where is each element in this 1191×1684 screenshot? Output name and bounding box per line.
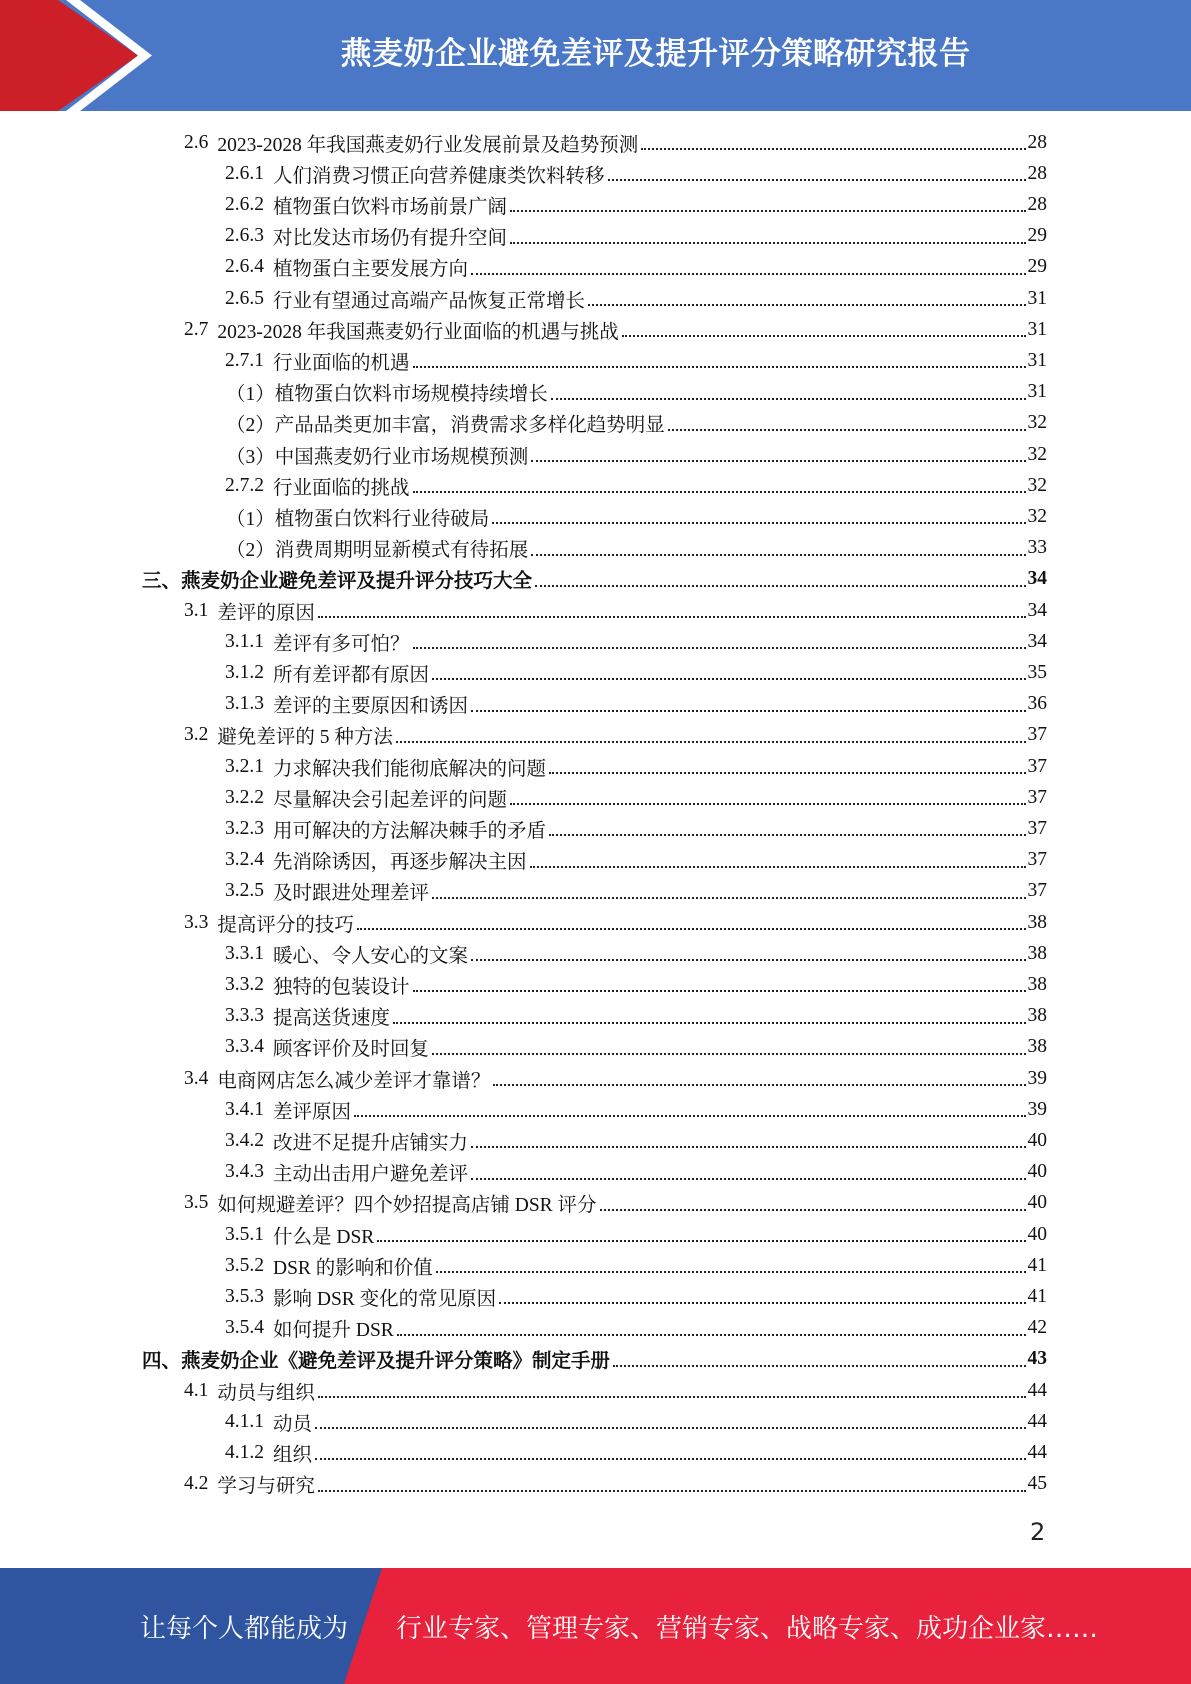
toc-entry[interactable] [225, 626, 1047, 657]
toc-entry-label: 消费周期明显新模式有待拓展 [274, 540, 529, 562]
toc-dot-leader [315, 1458, 1025, 1460]
toc-entry-page: 35 [1027, 661, 1047, 683]
toc-entry-page: 41 [1027, 1285, 1047, 1307]
toc-entry-label: 中国燕麦奶行业市场规模预测 [274, 446, 529, 468]
toc-entry[interactable] [225, 1313, 1047, 1344]
toc-entry-number: 4.1 [184, 1379, 209, 1401]
toc-entry-label: 燕麦奶企业避免差评及提升评分技巧大全 [181, 571, 533, 593]
toc-entry[interactable] [225, 1250, 1047, 1281]
page-number: 2 [1030, 1518, 1046, 1546]
toc-entry-label: 人们消费习惯正向营养健康类饮料转移 [273, 165, 605, 187]
toc-entry[interactable] [225, 1219, 1047, 1250]
toc-entry[interactable] [184, 595, 1047, 626]
toc-entry-page: 34 [1027, 630, 1047, 652]
toc-entry-number: 3.3.1 [225, 942, 264, 964]
toc-entry[interactable] [225, 969, 1047, 1000]
toc-dot-leader [471, 273, 1025, 275]
toc-entry-number: 4.1.1 [225, 1410, 264, 1432]
toc-dot-leader [413, 366, 1026, 368]
toc-entry-number: 2.6.2 [225, 193, 264, 215]
toc-entry[interactable] [225, 189, 1047, 220]
toc-entry[interactable] [225, 876, 1047, 907]
toc-entry[interactable] [184, 1188, 1047, 1219]
toc-entry-number: 3.1.2 [225, 661, 264, 683]
footer-slogan-left: 让每个人都能成为 [140, 1613, 349, 1644]
toc-entry-page: 41 [1027, 1254, 1047, 1276]
toc-entry-number: 3.3.2 [225, 973, 264, 995]
toc-entry[interactable] [226, 439, 1047, 470]
toc-entry-label: 植物蛋白饮料市场前景广阔 [273, 196, 508, 218]
toc-entry-page: 37 [1027, 786, 1047, 808]
toc-dot-leader [622, 335, 1026, 337]
toc-entry-number: 3.1.3 [225, 693, 264, 715]
toc-entry-label: 及时跟进处理差评 [273, 883, 430, 905]
toc-entry-number: （2） [226, 540, 275, 562]
toc-entry[interactable] [225, 252, 1047, 283]
toc-dot-leader [413, 491, 1026, 493]
toc-entry[interactable] [225, 1406, 1047, 1437]
toc-entry-label: 植物蛋白主要发展方向 [273, 259, 469, 281]
toc-dot-leader [393, 1022, 1025, 1024]
toc-entry-page: 34 [1027, 599, 1047, 621]
toc-entry[interactable] [225, 689, 1047, 720]
toc-entry-number: 2.6 [184, 131, 209, 153]
toc-dot-leader [471, 959, 1025, 961]
toc-entry-number: 4.1.2 [225, 1441, 264, 1463]
toc-entry-page: 39 [1027, 1067, 1047, 1089]
toc-entry-number: 3.2.3 [225, 817, 264, 839]
toc-entry-number: （3） [226, 446, 275, 468]
toc-dot-leader [551, 398, 1026, 400]
toc-entry-label: 暖心、令人安心的文案 [273, 945, 469, 967]
toc-dot-leader [530, 866, 1026, 868]
toc-entry[interactable] [225, 751, 1047, 782]
toc-entry-page: 45 [1027, 1473, 1047, 1495]
toc-entry-page: 37 [1027, 849, 1047, 871]
toc-entry-label: 电商网店怎么减少差评才靠谱？ [217, 1070, 491, 1092]
toc-entry-number: 3.3 [184, 911, 209, 933]
toc-entry-page: 40 [1027, 1192, 1047, 1214]
toc-entry-number: 3.4.1 [225, 1098, 264, 1120]
toc-entry[interactable] [226, 408, 1047, 439]
toc-entry[interactable] [184, 127, 1047, 158]
toc-entry-number: 2.6.4 [225, 256, 264, 278]
toc-entry[interactable] [225, 158, 1047, 189]
footer-slogan-right: 行业专家、管理专家、营销专家、战略专家、成功企业家…… [396, 1613, 1099, 1644]
toc-entry-label: 改进不足提升店铺实力 [273, 1132, 469, 1154]
toc-entry-label: 行业面临的机遇 [273, 352, 410, 374]
toc-entry-number: 四、 [142, 1351, 182, 1373]
toc-entry-number: 3.3.3 [225, 1005, 264, 1027]
toc-entry[interactable] [225, 470, 1047, 501]
toc-entry-label: 力求解决我们能彻底解决的问题 [273, 758, 547, 780]
toc-entry-number: 3.5.3 [225, 1285, 264, 1307]
toc-entry-page: 40 [1027, 1223, 1047, 1245]
toc-entry-label: 提高送货速度 [273, 1008, 391, 1030]
toc-entry-number: 2.6.3 [225, 225, 264, 247]
red-chevron-icon [0, 0, 160, 111]
toc-entry-number: 2.7 [184, 318, 209, 340]
toc-entry[interactable] [142, 1344, 1047, 1375]
toc-entry-number: 2.7.1 [225, 349, 264, 371]
toc-dot-leader [413, 647, 1026, 649]
toc-entry-number: 3.5.1 [225, 1223, 264, 1245]
toc-dot-leader [377, 1240, 1025, 1242]
toc-entry-label: 差评的原因 [217, 602, 315, 624]
toc-entry[interactable] [225, 283, 1047, 314]
toc-entry-label: 植物蛋白饮料行业待破局 [274, 508, 490, 530]
toc-entry-number: （1） [226, 384, 275, 406]
toc-dot-leader [492, 522, 1025, 524]
toc-entry-page: 38 [1027, 1005, 1047, 1027]
toc-dot-leader [641, 148, 1025, 150]
toc-entry-page: 44 [1027, 1410, 1047, 1432]
toc-dot-leader [549, 772, 1025, 774]
toc-entry-label: 对比发达市场仍有提升空间 [273, 228, 508, 250]
toc-entry-label: 什么是 DSR [273, 1226, 375, 1248]
toc-dot-leader [608, 179, 1026, 181]
toc-entry-label: 行业有望通过高端产品恢复正常增长 [273, 290, 586, 312]
toc-dot-leader [318, 1396, 1026, 1398]
toc-dot-leader [471, 1178, 1025, 1180]
toc-entry-number: （1） [226, 508, 275, 530]
toc-entry-page: 32 [1027, 443, 1047, 465]
toc-dot-leader [588, 304, 1025, 306]
toc-entry-label: 所有差评都有原因 [273, 664, 430, 686]
toc-dot-leader [535, 585, 1025, 587]
footer-banner [0, 1568, 1191, 1684]
toc-entry[interactable] [225, 1125, 1047, 1156]
toc-entry-page: 29 [1027, 225, 1047, 247]
toc-entry-page: 38 [1027, 973, 1047, 995]
toc-dot-leader [436, 1271, 1026, 1273]
toc-entry-label: 组织 [273, 1444, 313, 1466]
toc-entry-label: 如何规避差评？四个妙招提高店铺 DSR 评分 [217, 1195, 597, 1217]
toc-entry-number: （2） [226, 415, 275, 437]
toc-dot-leader [600, 1209, 1026, 1211]
toc-entry-number: 3.5.2 [225, 1254, 264, 1276]
toc-entry-page: 36 [1027, 693, 1047, 715]
toc-dot-leader [531, 554, 1025, 556]
toc-entry[interactable] [225, 845, 1047, 876]
toc-entry-page: 44 [1027, 1379, 1047, 1401]
toc-entry-page: 32 [1027, 474, 1047, 496]
toc-entry-page: 29 [1027, 256, 1047, 278]
toc-entry-label: DSR 的影响和价值 [273, 1257, 433, 1279]
toc-dot-leader [315, 1427, 1025, 1429]
toc-entry-number: 3.3.4 [225, 1036, 264, 1058]
toc-dot-leader [499, 1302, 1025, 1304]
toc-entry-page: 31 [1027, 381, 1047, 403]
toc-entry[interactable] [184, 907, 1047, 938]
toc-entry-number: 3.1.1 [225, 630, 264, 652]
toc-entry-label: 产品品类更加丰富，消费需求多样化趋势明显 [274, 415, 665, 437]
toc-entry-page: 28 [1027, 162, 1047, 184]
toc-entry[interactable] [184, 720, 1047, 751]
toc-entry[interactable] [184, 314, 1047, 345]
toc-entry[interactable] [184, 1469, 1047, 1500]
toc-dot-leader [413, 990, 1026, 992]
toc-entry[interactable] [225, 1437, 1047, 1468]
toc-entry[interactable] [225, 657, 1047, 688]
toc-entry-label: 差评的主要原因和诱因 [273, 696, 469, 718]
toc-dot-leader [493, 1084, 1025, 1086]
toc-dot-leader [471, 1146, 1025, 1148]
toc-entry[interactable] [226, 377, 1047, 408]
toc-entry-number: 3.2.4 [225, 849, 264, 871]
toc-entry-label: 燕麦奶企业《避免差评及提升评分策略》制定手册 [181, 1351, 611, 1373]
toc-entry-number: 三、 [142, 571, 182, 593]
toc-entry-label: 影响 DSR 变化的常见原因 [273, 1288, 497, 1310]
toc-entry-label: 避免差评的 5 种方法 [217, 727, 393, 749]
toc-entry-page: 28 [1027, 193, 1047, 215]
toc-entry-label: 独特的包装设计 [273, 976, 410, 998]
toc-entry-page: 38 [1027, 942, 1047, 964]
toc-entry[interactable] [225, 813, 1047, 844]
toc-entry-page: 31 [1027, 287, 1047, 309]
toc-entry-label: 行业面临的挑战 [273, 477, 410, 499]
toc-entry[interactable] [225, 1157, 1047, 1188]
toc-entry-number: 3.1 [184, 599, 209, 621]
toc-entry[interactable] [225, 1094, 1047, 1125]
toc-entry[interactable] [142, 564, 1047, 595]
toc-entry-number: 3.2.1 [225, 755, 264, 777]
toc-entry-label: 如何提升 DSR [273, 1320, 394, 1342]
toc-entry[interactable] [225, 782, 1047, 813]
toc-entry[interactable] [225, 938, 1047, 969]
toc-entry-number: 3.4.2 [225, 1129, 264, 1151]
toc-dot-leader [510, 210, 1025, 212]
toc-entry-page: 39 [1027, 1098, 1047, 1120]
toc-entry-label: 植物蛋白饮料市场规模持续增长 [274, 384, 548, 406]
toc-dot-leader [471, 710, 1025, 712]
toc-dot-leader [668, 429, 1026, 431]
toc-entry-page: 32 [1027, 505, 1047, 527]
toc-entry-number: 4.2 [184, 1473, 209, 1495]
toc-entry-number: 3.5 [184, 1192, 209, 1214]
toc-dot-leader [549, 834, 1025, 836]
toc-entry-page: 37 [1027, 880, 1047, 902]
toc-entry[interactable] [226, 501, 1047, 532]
toc-entry-number: 3.2.2 [225, 786, 264, 808]
report-title: 燕麦奶企业避免差评及提升评分策略研究报告 [340, 35, 971, 72]
toc-entry[interactable] [225, 221, 1047, 252]
toc-entry-label: 顾客评价及时回复 [273, 1039, 430, 1061]
toc-dot-leader [613, 1365, 1025, 1367]
toc-entry-number: 3.5.4 [225, 1317, 264, 1339]
toc-entry-number: 3.2 [184, 724, 209, 746]
toc-entry-page: 44 [1027, 1441, 1047, 1463]
toc-entry-number: 3.4.3 [225, 1161, 264, 1183]
toc-entry-label: 动员 [273, 1413, 313, 1435]
header-banner [0, 0, 1191, 111]
toc-entry-page: 28 [1027, 131, 1047, 153]
toc-entry-page: 37 [1027, 724, 1047, 746]
toc-dot-leader [510, 242, 1025, 244]
toc-entry-label: 用可解决的方法解决棘手的矛盾 [273, 820, 547, 842]
toc-dot-leader [510, 803, 1025, 805]
toc-entry[interactable] [184, 1063, 1047, 1094]
toc-entry[interactable] [225, 345, 1047, 376]
toc-dot-leader [354, 1115, 1025, 1117]
toc-entry[interactable] [225, 1032, 1047, 1063]
toc-entry-label: 2023-2028 年我国燕麦奶行业面临的机遇与挑战 [217, 321, 619, 343]
toc-dot-leader [531, 460, 1025, 462]
toc-entry-page: 32 [1027, 412, 1047, 434]
toc-dot-leader [432, 897, 1025, 899]
toc-entry-label: 主动出击用户避免差评 [273, 1164, 469, 1186]
toc-entry-page: 34 [1027, 568, 1047, 590]
toc-dot-leader [397, 1334, 1026, 1336]
toc-dot-leader [396, 741, 1026, 743]
toc-entry-label: 先消除诱因，再逐步解决主因 [273, 852, 527, 874]
toc-entry-page: 33 [1027, 537, 1047, 559]
toc-entry-page: 37 [1027, 755, 1047, 777]
toc-entry-label: 提高评分的技巧 [217, 914, 354, 936]
toc-entry-label: 学习与研究 [217, 1476, 315, 1498]
toc-entry-label: 差评有多可怕？ [273, 633, 410, 655]
toc-dot-leader [432, 1053, 1025, 1055]
toc-entry-page: 31 [1027, 318, 1047, 340]
toc-entry-number: 2.6.5 [225, 287, 264, 309]
toc-dot-leader [357, 928, 1026, 930]
toc-dot-leader [318, 616, 1026, 618]
toc-entry-page: 40 [1027, 1129, 1047, 1151]
toc-entry[interactable] [225, 1001, 1047, 1032]
toc-entry-label: 动员与组织 [217, 1382, 315, 1404]
toc-entry-label: 尽量解决会引起差评的问题 [273, 789, 508, 811]
toc-entry-number: 2.6.1 [225, 162, 264, 184]
toc-entry-label: 2023-2028 年我国燕麦奶行业发展前景及趋势预测 [217, 134, 639, 156]
toc-entry[interactable] [226, 533, 1047, 564]
toc-entry[interactable] [225, 1281, 1047, 1312]
toc-entry-page: 37 [1027, 817, 1047, 839]
toc-entry-page: 42 [1027, 1317, 1047, 1339]
toc-entry-page: 38 [1027, 1036, 1047, 1058]
toc-entry-number: 3.2.5 [225, 880, 264, 902]
toc-entry-number: 2.7.2 [225, 474, 264, 496]
toc-entry-page: 43 [1027, 1348, 1047, 1370]
toc-entry-label: 差评原因 [273, 1101, 352, 1123]
toc-entry-page: 31 [1027, 349, 1047, 371]
toc-dot-leader [432, 678, 1025, 680]
toc-entry-number: 3.4 [184, 1067, 209, 1089]
toc-entry-page: 40 [1027, 1161, 1047, 1183]
toc-entry[interactable] [184, 1375, 1047, 1406]
toc-entry-page: 38 [1027, 911, 1047, 933]
toc-dot-leader [318, 1490, 1026, 1492]
